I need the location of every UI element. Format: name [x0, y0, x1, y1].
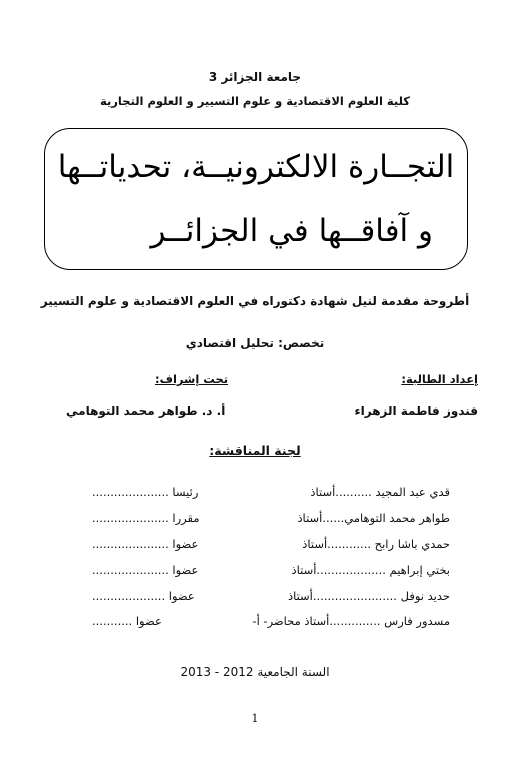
university-name: جامعة الجزائر 3 — [208, 70, 302, 84]
member-role: رئيسا ..................... — [92, 485, 199, 499]
member-role: عضوا ..................... — [92, 563, 199, 577]
title-frame — [44, 128, 468, 270]
page-number: 1 — [251, 712, 259, 725]
member-role: عضوا ..................... — [92, 537, 199, 551]
member-role: عضوا ........... — [92, 614, 162, 628]
member-role: عضوا .................... — [92, 589, 195, 603]
supervisor-label: تحت إشراف: — [155, 372, 229, 386]
thesis-title-line-2: و آفاقــها في الجزائــر — [150, 213, 433, 249]
academic-year: السنة الجامعية 2012 - 2013 — [180, 665, 330, 679]
committee-member-row — [0, 614, 510, 634]
thesis-title-line-1: التجــارة الالكترونيــة، تحدياتــها — [57, 149, 455, 185]
member-entry: طواهر محمد التوهامي......أستاذ — [297, 511, 450, 525]
member-entry: حمدي باشا رابح ............أستاذ — [302, 537, 450, 551]
student-name: قندوز فاطمة الزهراء — [354, 404, 478, 418]
member-role: مقررا ..................... — [92, 511, 200, 525]
supervisor-name: أ. د. طواهر محمد التوهامي — [66, 404, 226, 418]
member-entry: مسدور فارس ..............أستاذ محاضر- أ- — [252, 614, 450, 628]
committee-member-row — [0, 563, 510, 583]
committee-heading: لجنة المناقشة: — [209, 443, 301, 458]
committee-member-row — [0, 589, 510, 609]
member-entry: بختي إبراهيم ...................أستاذ — [291, 563, 450, 577]
specialty: تخصص: تحليل اقتصادي — [185, 336, 325, 350]
thesis-statement: أطروحة مقدمة لنيل شهادة دكتوراه في العلوم الاقتصادية و علوم التسيير — [40, 294, 470, 308]
member-entry: حديد نوفل .......................أستاذ — [287, 589, 450, 603]
committee-member-row — [0, 511, 510, 531]
student-label: إعداد الطالبة: — [401, 372, 478, 386]
committee-member-row — [0, 537, 510, 557]
faculty-name: كلية العلوم الاقتصادية و علوم التسيير و العلوم التجارية — [100, 94, 410, 108]
committee-member-row — [0, 485, 510, 505]
member-entry: قدي عبد المجيد ..........أستاذ — [310, 485, 450, 499]
